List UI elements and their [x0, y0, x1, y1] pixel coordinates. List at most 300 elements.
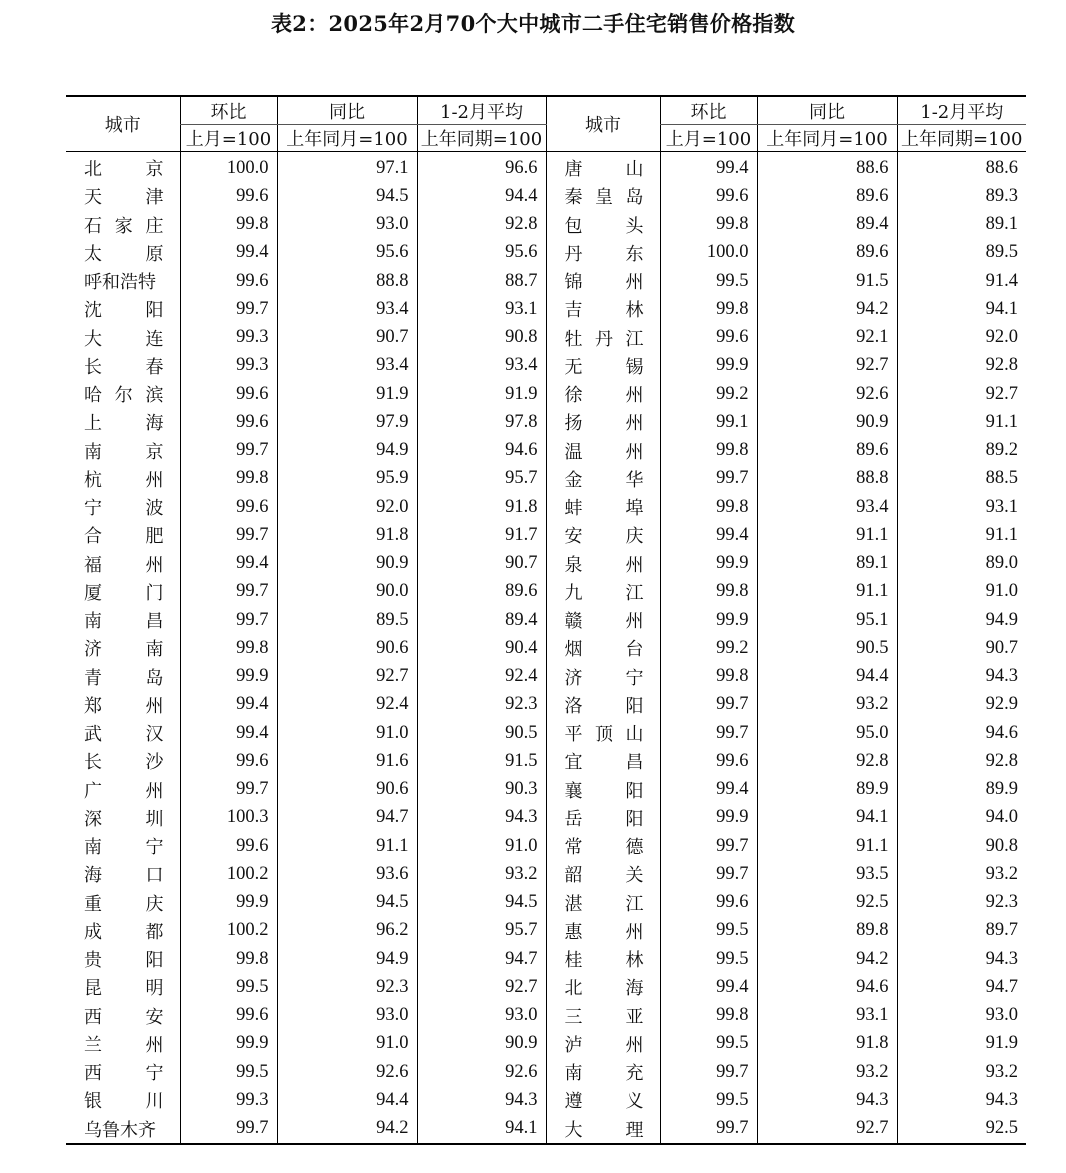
yoy-value: 97.1	[277, 152, 417, 183]
yoy-value: 91.0	[277, 719, 417, 747]
mom-value: 99.4	[660, 152, 757, 183]
avg-value: 95.6	[417, 239, 546, 267]
mom-base-header: 上月=100	[660, 125, 757, 152]
avg-value: 94.7	[417, 945, 546, 973]
mom-value: 99.8	[660, 1002, 757, 1030]
city-cell: 赣 州	[546, 606, 660, 634]
mom-value: 99.7	[180, 295, 277, 323]
yoy-value: 95.9	[277, 465, 417, 493]
city-cell: 九 江	[546, 578, 660, 606]
avg-value: 90.9	[417, 1030, 546, 1058]
mom-value: 100.0	[180, 152, 277, 183]
avg-value: 91.5	[417, 747, 546, 775]
city-cell: 长 春	[84, 356, 164, 378]
avg-base-header: 上年同期=100	[897, 125, 1026, 152]
avg-value: 89.9	[897, 776, 1026, 804]
table-row	[66, 804, 1026, 832]
yoy-value: 92.7	[757, 352, 897, 380]
table-row	[66, 634, 1026, 662]
avg-value: 90.7	[897, 634, 1026, 662]
yoy-value: 92.5	[757, 889, 897, 917]
mom-value: 99.8	[660, 663, 757, 691]
yoy-value: 92.3	[277, 973, 417, 1001]
yoy-value: 93.2	[757, 691, 897, 719]
table-row	[66, 1115, 1026, 1144]
city-cell: 哈尔滨	[84, 385, 164, 407]
mom-value: 99.6	[180, 832, 277, 860]
avg-value: 94.9	[897, 606, 1026, 634]
avg-value: 90.5	[417, 719, 546, 747]
avg-value: 90.8	[417, 324, 546, 352]
yoy-value: 94.9	[277, 945, 417, 973]
city-cell: 郑 州	[84, 695, 164, 717]
yoy-value: 91.8	[277, 521, 417, 549]
mom-value: 99.6	[180, 267, 277, 295]
yoy-value: 93.2	[757, 1058, 897, 1086]
mom-value: 99.2	[660, 380, 757, 408]
avg-value: 93.1	[417, 295, 546, 323]
avg-header: 1-2月平均	[417, 96, 546, 125]
avg-value: 94.0	[897, 804, 1026, 832]
avg-value: 89.2	[897, 437, 1026, 465]
avg-value: 88.6	[897, 152, 1026, 183]
mom-value: 100.3	[180, 804, 277, 832]
mom-value: 99.9	[180, 663, 277, 691]
avg-base-header: 上年同期=100	[417, 125, 546, 152]
city-cell: 锦 州	[546, 267, 660, 295]
avg-value: 95.7	[417, 917, 546, 945]
city-cell: 沈 阳	[84, 300, 164, 322]
mom-value: 99.7	[180, 606, 277, 634]
mom-value: 99.7	[660, 719, 757, 747]
city-cell: 福 州	[84, 554, 164, 576]
table-row	[66, 719, 1026, 747]
table-row	[66, 408, 1026, 436]
avg-value: 93.0	[417, 1002, 546, 1030]
avg-value: 95.7	[417, 465, 546, 493]
city-cell: 洛 阳	[546, 691, 660, 719]
mom-value: 99.4	[660, 521, 757, 549]
mom-value: 99.4	[180, 719, 277, 747]
avg-value: 97.8	[417, 408, 546, 436]
avg-value: 91.4	[897, 267, 1026, 295]
city-cell: 吉 林	[546, 295, 660, 323]
city-cell: 北 海	[546, 973, 660, 1001]
yoy-value: 91.8	[757, 1030, 897, 1058]
table-row	[66, 860, 1026, 888]
yoy-value: 90.9	[277, 550, 417, 578]
city-cell: 天 津	[84, 187, 164, 209]
yoy-value: 90.6	[277, 634, 417, 662]
yoy-value: 88.6	[757, 152, 897, 183]
table-row	[66, 1086, 1026, 1114]
mom-value: 99.6	[180, 182, 277, 210]
yoy-value: 94.5	[277, 182, 417, 210]
yoy-value: 91.1	[757, 832, 897, 860]
avg-value: 96.6	[417, 152, 546, 183]
city-cell: 桂 林	[546, 945, 660, 973]
avg-value: 88.7	[417, 267, 546, 295]
avg-value: 91.9	[417, 380, 546, 408]
yoy-value: 94.3	[757, 1086, 897, 1114]
yoy-value: 90.7	[277, 324, 417, 352]
city-cell: 惠 州	[546, 917, 660, 945]
yoy-value: 92.6	[277, 1058, 417, 1086]
mom-value: 99.3	[180, 352, 277, 380]
mom-value: 99.9	[660, 550, 757, 578]
city-cell: 西 宁	[84, 1063, 164, 1085]
mom-value: 99.7	[660, 832, 757, 860]
yoy-value: 94.7	[277, 804, 417, 832]
yoy-value: 88.8	[277, 267, 417, 295]
yoy-value: 90.0	[277, 578, 417, 606]
mom-value: 99.1	[660, 408, 757, 436]
mom-value: 99.5	[660, 267, 757, 295]
header-row	[66, 96, 1026, 125]
avg-value: 91.9	[897, 1030, 1026, 1058]
mom-value: 99.7	[180, 521, 277, 549]
avg-value: 94.7	[897, 973, 1026, 1001]
mom-value: 99.8	[660, 295, 757, 323]
mom-value: 99.6	[660, 324, 757, 352]
avg-value: 91.1	[897, 408, 1026, 436]
yoy-value: 91.1	[757, 578, 897, 606]
mom-value: 99.7	[660, 691, 757, 719]
city-cell: 唐 山	[546, 152, 660, 183]
table-row	[66, 889, 1026, 917]
yoy-value: 93.1	[757, 1002, 897, 1030]
table-row	[66, 917, 1026, 945]
yoy-value: 93.0	[277, 211, 417, 239]
city-cell: 南 宁	[84, 837, 164, 859]
yoy-value: 89.6	[757, 182, 897, 210]
avg-value: 88.5	[897, 465, 1026, 493]
avg-value: 92.3	[417, 691, 546, 719]
city-cell: 烟 台	[546, 634, 660, 662]
yoy-value: 90.6	[277, 776, 417, 804]
mom-value: 99.5	[660, 1086, 757, 1114]
avg-value: 93.2	[417, 860, 546, 888]
city-cell: 兰 州	[84, 1034, 164, 1056]
city-cell: 平顶山	[546, 719, 660, 747]
avg-value: 89.0	[897, 550, 1026, 578]
city-cell: 长 沙	[84, 752, 164, 774]
mom-value: 99.9	[660, 606, 757, 634]
city-cell: 杭 州	[84, 469, 164, 491]
table-row	[66, 295, 1026, 323]
mom-value: 100.0	[660, 239, 757, 267]
mom-value: 99.9	[180, 889, 277, 917]
city-cell: 贵 阳	[84, 950, 164, 972]
city-cell: 厦 门	[84, 582, 164, 604]
table-row	[66, 211, 1026, 239]
yoy-value: 91.1	[277, 832, 417, 860]
avg-value: 92.4	[417, 663, 546, 691]
mom-value: 99.5	[180, 1058, 277, 1086]
avg-value: 90.3	[417, 776, 546, 804]
yoy-value: 92.0	[277, 493, 417, 521]
yoy-value: 88.8	[757, 465, 897, 493]
yoy-header: 同比	[757, 96, 897, 125]
table-row	[66, 324, 1026, 352]
table-row	[66, 182, 1026, 210]
city-cell: 成 都	[84, 921, 164, 943]
mom-value: 99.4	[660, 776, 757, 804]
mom-value: 99.8	[180, 945, 277, 973]
yoy-value: 94.2	[757, 945, 897, 973]
mom-value: 99.5	[660, 945, 757, 973]
avg-value: 94.1	[897, 295, 1026, 323]
city-cell: 大 连	[84, 328, 164, 350]
city-cell: 银 川	[84, 1091, 164, 1113]
avg-value: 90.8	[897, 832, 1026, 860]
mom-value: 99.8	[660, 437, 757, 465]
city-cell: 秦皇岛	[546, 182, 660, 210]
city-cell: 昆 明	[84, 978, 164, 1000]
table-row	[66, 465, 1026, 493]
mom-value: 99.9	[660, 352, 757, 380]
city-cell: 韶 关	[546, 860, 660, 888]
mom-value: 99.6	[180, 380, 277, 408]
avg-value: 89.1	[897, 211, 1026, 239]
city-cell: 南 充	[546, 1058, 660, 1086]
city-cell: 宁 波	[84, 498, 164, 520]
yoy-value: 89.5	[277, 606, 417, 634]
avg-value: 91.0	[897, 578, 1026, 606]
avg-value: 91.1	[897, 521, 1026, 549]
avg-value: 94.3	[417, 1086, 546, 1114]
avg-value: 91.0	[417, 832, 546, 860]
mom-value: 99.7	[660, 1115, 757, 1144]
avg-value: 92.5	[897, 1115, 1026, 1144]
yoy-value: 92.1	[757, 324, 897, 352]
city-cell: 牡丹江	[546, 324, 660, 352]
mom-value: 99.7	[660, 1058, 757, 1086]
avg-value: 94.3	[897, 945, 1026, 973]
yoy-value: 95.6	[277, 239, 417, 267]
mom-value: 99.7	[180, 578, 277, 606]
table-row	[66, 832, 1026, 860]
mom-value: 99.2	[660, 634, 757, 662]
mom-base-header: 上月=100	[180, 125, 277, 152]
yoy-value: 92.7	[757, 1115, 897, 1144]
yoy-value: 89.1	[757, 550, 897, 578]
yoy-value: 91.9	[277, 380, 417, 408]
yoy-value: 94.4	[757, 663, 897, 691]
city-cell: 大 理	[546, 1115, 660, 1144]
city-cell: 西 安	[84, 1006, 164, 1028]
mom-value: 99.8	[660, 578, 757, 606]
mom-value: 99.8	[180, 634, 277, 662]
avg-value: 93.4	[417, 352, 546, 380]
yoy-value: 94.5	[277, 889, 417, 917]
mom-value: 99.3	[180, 1086, 277, 1114]
mom-value: 99.4	[180, 239, 277, 267]
yoy-value: 91.5	[757, 267, 897, 295]
table-row	[66, 521, 1026, 549]
city-cell: 青 岛	[84, 667, 164, 689]
city-cell: 北 京	[84, 159, 164, 181]
avg-value: 89.5	[897, 239, 1026, 267]
yoy-value: 93.4	[277, 352, 417, 380]
avg-value: 89.4	[417, 606, 546, 634]
table-row	[66, 437, 1026, 465]
avg-value: 89.6	[417, 578, 546, 606]
table-row	[66, 267, 1026, 295]
city-cell: 三 亚	[546, 1002, 660, 1030]
table-title: 表2：2025年2月70个大中城市二手住宅销售价格指数	[271, 11, 795, 36]
table-row	[66, 1002, 1026, 1030]
avg-value: 92.8	[417, 211, 546, 239]
avg-value: 92.6	[417, 1058, 546, 1086]
avg-value: 94.6	[417, 437, 546, 465]
yoy-value: 94.4	[277, 1086, 417, 1114]
avg-value: 90.4	[417, 634, 546, 662]
city-cell: 合 肥	[84, 526, 164, 548]
mom-value: 99.7	[180, 1115, 277, 1144]
city-cell: 蚌 埠	[546, 493, 660, 521]
table-row	[66, 380, 1026, 408]
table-body	[66, 152, 1026, 1144]
mom-value: 99.6	[180, 493, 277, 521]
city-cell: 金 华	[546, 465, 660, 493]
avg-value: 91.8	[417, 493, 546, 521]
mom-value: 99.6	[180, 747, 277, 775]
avg-value: 89.3	[897, 182, 1026, 210]
city-cell: 包 头	[546, 211, 660, 239]
mom-value: 99.6	[660, 747, 757, 775]
city-cell: 南 京	[84, 441, 164, 463]
table-row	[66, 606, 1026, 634]
avg-value: 94.3	[897, 663, 1026, 691]
avg-value: 89.7	[897, 917, 1026, 945]
avg-value: 94.1	[417, 1115, 546, 1144]
table-row	[66, 747, 1026, 775]
yoy-value: 93.4	[277, 295, 417, 323]
avg-value: 92.0	[897, 324, 1026, 352]
mom-value: 99.6	[180, 1002, 277, 1030]
city-cell: 安 庆	[546, 521, 660, 549]
yoy-value: 92.7	[277, 663, 417, 691]
city-cell: 泉 州	[546, 550, 660, 578]
yoy-value: 94.9	[277, 437, 417, 465]
avg-value: 92.3	[897, 889, 1026, 917]
avg-value: 94.4	[417, 182, 546, 210]
table-row	[66, 663, 1026, 691]
yoy-value: 94.2	[277, 1115, 417, 1144]
yoy-value: 95.0	[757, 719, 897, 747]
table-row	[66, 578, 1026, 606]
city-header: 城市	[104, 115, 141, 136]
city-cell: 太 原	[84, 243, 164, 265]
mom-header: 环比	[660, 96, 757, 125]
yoy-value: 91.6	[277, 747, 417, 775]
table-row	[66, 973, 1026, 1001]
city-cell: 呼和浩特	[84, 272, 156, 294]
yoy-value: 89.8	[757, 917, 897, 945]
avg-value: 92.7	[417, 973, 546, 1001]
yoy-value: 91.1	[757, 521, 897, 549]
city-cell: 广 州	[84, 780, 164, 802]
mom-value: 99.9	[180, 1030, 277, 1058]
mom-value: 99.4	[180, 691, 277, 719]
avg-value: 93.2	[897, 1058, 1026, 1086]
mom-value: 99.7	[180, 437, 277, 465]
city-cell: 宜 昌	[546, 747, 660, 775]
yoy-value: 93.6	[277, 860, 417, 888]
table-row	[66, 1030, 1026, 1058]
yoy-value: 89.9	[757, 776, 897, 804]
mom-value: 99.6	[660, 889, 757, 917]
city-cell: 泸 州	[546, 1030, 660, 1058]
yoy-value: 91.0	[277, 1030, 417, 1058]
yoy-value: 93.4	[757, 493, 897, 521]
mom-value: 99.9	[660, 804, 757, 832]
table-row	[66, 550, 1026, 578]
table-row	[66, 239, 1026, 267]
yoy-value: 94.6	[757, 973, 897, 1001]
mom-value: 99.8	[180, 211, 277, 239]
mom-header: 环比	[180, 96, 277, 125]
mom-value: 99.7	[180, 776, 277, 804]
yoy-value: 90.5	[757, 634, 897, 662]
mom-value: 99.7	[660, 465, 757, 493]
table-row	[66, 945, 1026, 973]
city-cell: 常 德	[546, 832, 660, 860]
city-cell: 武 汉	[84, 724, 164, 746]
avg-value: 92.8	[897, 747, 1026, 775]
city-header: 城市	[546, 96, 660, 152]
avg-value: 93.0	[897, 1002, 1026, 1030]
city-cell: 重 庆	[84, 893, 164, 915]
city-cell: 无 锡	[546, 352, 660, 380]
city-cell: 岳 阳	[546, 804, 660, 832]
avg-value: 91.7	[417, 521, 546, 549]
table-row	[66, 352, 1026, 380]
mom-value: 99.8	[660, 493, 757, 521]
avg-value: 93.2	[897, 860, 1026, 888]
avg-value: 94.5	[417, 889, 546, 917]
avg-value: 92.8	[897, 352, 1026, 380]
yoy-value: 93.5	[757, 860, 897, 888]
city-cell: 海 口	[84, 865, 164, 887]
yoy-value: 89.6	[757, 239, 897, 267]
yoy-value: 94.2	[757, 295, 897, 323]
yoy-value: 97.9	[277, 408, 417, 436]
mom-value: 99.4	[660, 973, 757, 1001]
city-cell: 上 海	[84, 413, 164, 435]
mom-value: 99.7	[660, 860, 757, 888]
yoy-value: 96.2	[277, 917, 417, 945]
city-cell: 济 宁	[546, 663, 660, 691]
table-row	[66, 691, 1026, 719]
city-cell: 扬 州	[546, 408, 660, 436]
mom-value: 99.6	[660, 182, 757, 210]
avg-value: 94.3	[417, 804, 546, 832]
city-cell: 深 圳	[84, 808, 164, 830]
yoy-value: 92.8	[757, 747, 897, 775]
yoy-base-header: 上年同月=100	[757, 125, 897, 152]
mom-value: 99.3	[180, 324, 277, 352]
table-row	[66, 493, 1026, 521]
yoy-value: 93.0	[277, 1002, 417, 1030]
city-cell: 徐 州	[546, 380, 660, 408]
mom-value: 99.6	[180, 408, 277, 436]
avg-value: 92.7	[897, 380, 1026, 408]
yoy-value: 89.6	[757, 437, 897, 465]
avg-value: 92.9	[897, 691, 1026, 719]
mom-value: 100.2	[180, 860, 277, 888]
